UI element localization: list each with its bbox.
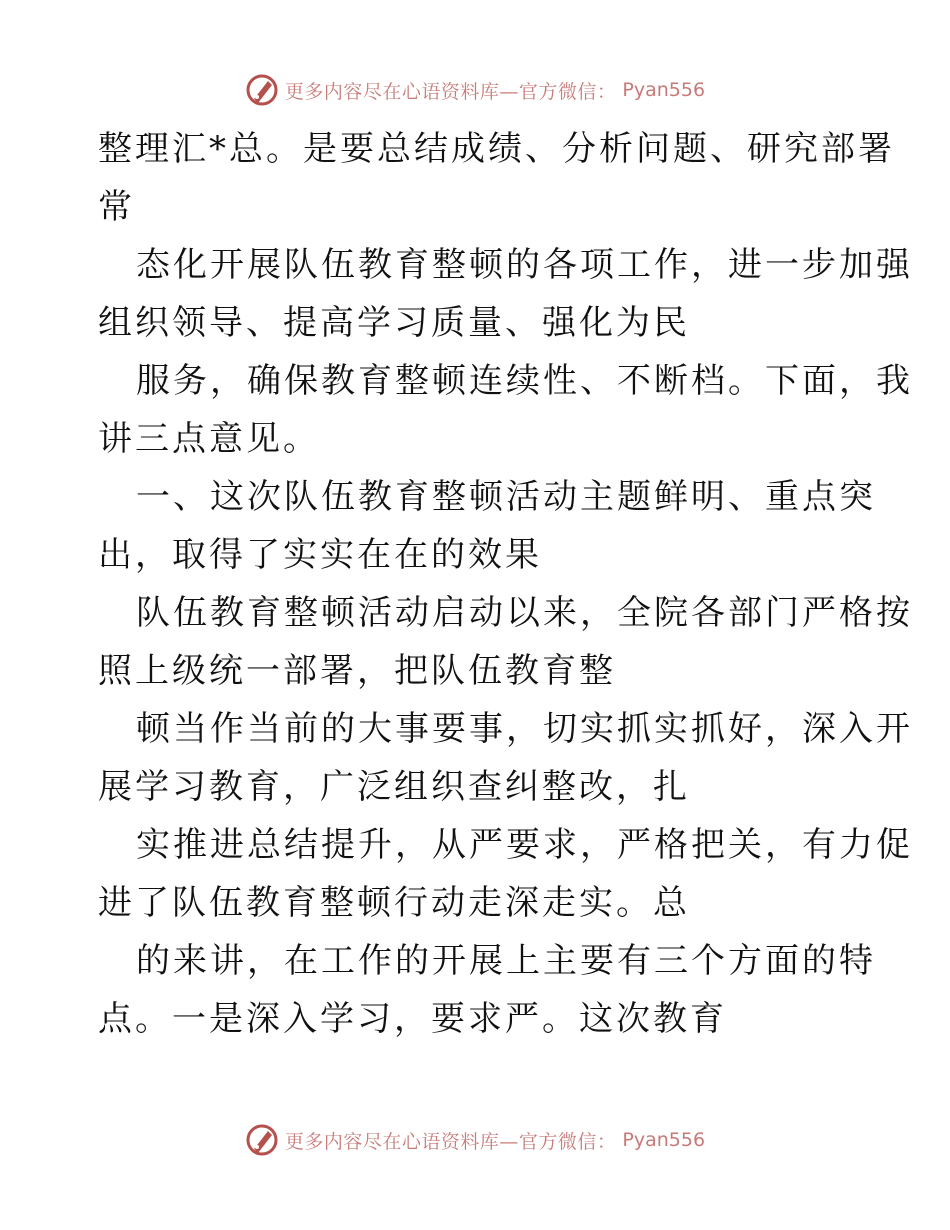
pen-logo-icon <box>245 1123 279 1157</box>
paragraph-line: 队伍教育整顿活动启动以来，全院各部门严格按 <box>136 593 913 633</box>
document-body <box>98 120 913 1048</box>
paragraph-line: 实推进总结提升，从严要求，严格把关，有力促 <box>136 825 913 865</box>
paragraph-line: 点。一是深入学习，要求严。这次教育 <box>98 999 727 1039</box>
paragraph-line: 的来讲，在工作的开展上主要有三个方面的特 <box>136 941 876 981</box>
pen-logo-icon <box>245 73 279 107</box>
footer-watermark <box>0 1118 950 1162</box>
section-heading-line: 出，取得了实实在在的效果 <box>98 535 542 575</box>
paragraph-line: 进了队伍教育整顿行动走深走实。总 <box>98 883 690 923</box>
header-watermark <box>0 68 950 112</box>
paragraph-line: 讲三点意见。 <box>98 419 320 459</box>
watermark-id: Pyan556 <box>622 79 706 101</box>
paragraph-line: 服务，确保教育整顿连续性、不断档。下面，我 <box>136 361 913 401</box>
paragraph-line: 组织领导、提高学习质量、强化为民 <box>98 303 690 343</box>
paragraph-line: 常 <box>98 187 135 227</box>
paragraph-line: 整理汇*总。是要总结成绩、分析问题、研究部署 <box>98 129 895 169</box>
watermark-text: 更多内容尽在心语资料库—官方微信： <box>284 80 617 103</box>
watermark-text: 更多内容尽在心语资料库—官方微信： <box>284 1130 617 1153</box>
watermark-id: Pyan556 <box>622 1129 706 1151</box>
paragraph-line: 照上级统一部署，把队伍教育整 <box>98 651 616 691</box>
section-heading-line: 一、这次队伍教育整顿活动主题鲜明、重点突 <box>136 477 876 517</box>
paragraph-line: 顿当作当前的大事要事，切实抓实抓好，深入开 <box>136 709 913 749</box>
paragraph-line: 展学习教育，广泛组织查纠整改，扎 <box>98 767 690 807</box>
paragraph-line: 态化开展队伍教育整顿的各项工作，进一步加强 <box>136 245 913 285</box>
